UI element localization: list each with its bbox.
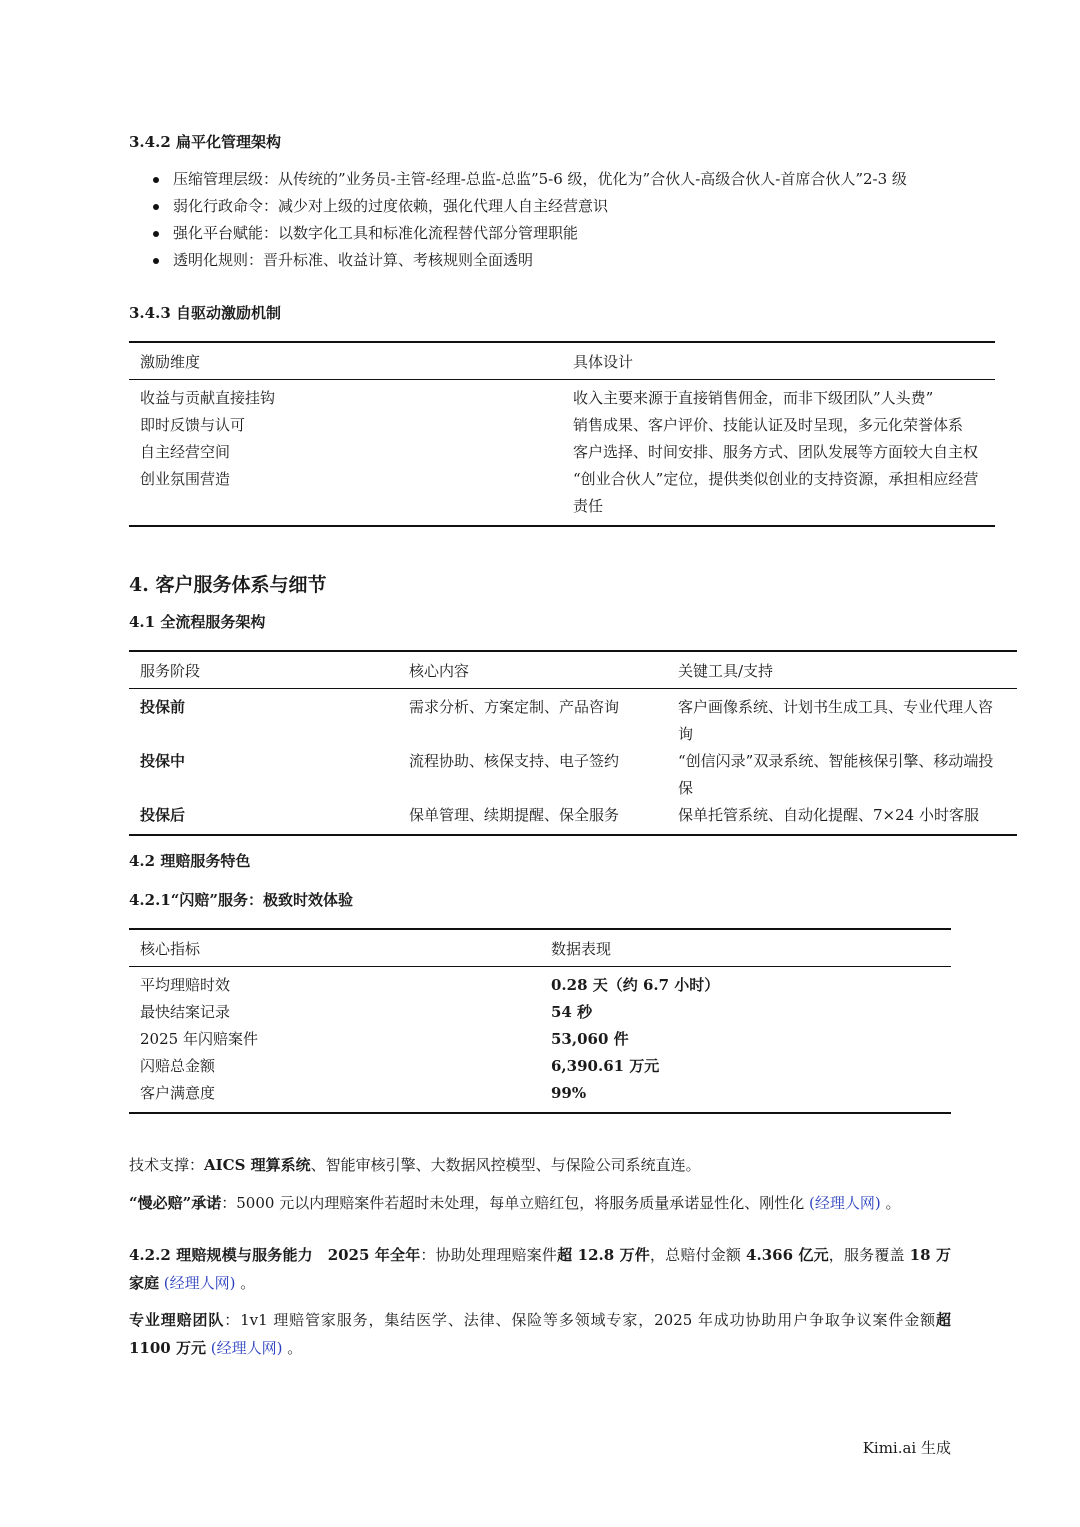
service-architecture-table	[129, 650, 1017, 836]
table-header-row	[129, 342, 995, 380]
table-cell: “创业合伙人”定位，提供类似创业的支持资源，承担相应经营责任	[562, 466, 995, 526]
list-item: 强化平台赋能：以数字化工具和标准化流程替代部分管理职能	[150, 220, 907, 247]
incentive-table	[129, 341, 995, 527]
table-cell: 53,060 件	[551, 1030, 629, 1048]
source-link[interactable]: (经理人网)	[210, 1339, 283, 1357]
table-row	[129, 1026, 951, 1053]
table-row	[129, 689, 1017, 749]
claims-team-paragraph: 专业理赔团队：1v1 理赔管家服务，集结医学、法律、保险等多领域专家，2025 年成功协助用户争取争议案件金额超 1100 万元 (经理人网) 。	[129, 1311, 951, 1357]
table-header: 具体设计	[562, 342, 995, 380]
table-row	[129, 967, 951, 1000]
section-3-4-2-title: 3.4.2 扁平化管理架构	[129, 133, 281, 151]
footer-credit: Kimi.ai 生成	[862, 1439, 951, 1457]
table-cell: “创信闪录”双录系统、智能核保引擎、移动端投保	[678, 752, 994, 797]
table-cell: 平均理赔时效	[140, 976, 231, 994]
table-cell: 创业氛围营造	[129, 466, 562, 526]
table-row	[129, 412, 995, 439]
table-cell: 6,390.61 万元	[551, 1057, 660, 1075]
list-item: 透明化规则：晋升标准、收益计算、考核规则全面透明	[150, 247, 907, 274]
section-4-2-1-title: 4.2.1“闪赔”服务：极致时效体验	[129, 891, 354, 909]
table-cell: 收益与贡献直接挂钩	[140, 389, 276, 407]
section-4-1-title: 4.1 全流程服务架构	[129, 613, 266, 631]
flash-claim-table	[129, 928, 951, 1114]
claims-scale-paragraph: 4.2.2 理赔规模与服务能力 2025 年全年：协助处理理赔案件超 12.8 万件，总赔付金额 4.366 亿元，服务覆盖 18 万家庭 (经理人网) 。	[129, 1246, 951, 1292]
table-cell: 客户满意度	[129, 1080, 540, 1113]
table-row	[129, 748, 1017, 802]
flat-management-list	[150, 166, 907, 274]
section-4-title: 4. 客户服务体系与细节	[129, 574, 327, 596]
table-cell: 投保中	[140, 752, 186, 770]
tech-support-paragraph: 技术支撑：AICS 理算系统、智能审核引擎、大数据风控模型、与保险公司系统直连。	[129, 1156, 701, 1174]
table-header: 数据表现	[540, 929, 951, 967]
table-row	[129, 1080, 951, 1113]
table-cell: 0.28 天（约 6.7 小时）	[551, 976, 720, 994]
table-cell: 销售成果、客户评价、技能认证及时呈现，多元化荣誉体系	[573, 416, 964, 434]
section-4-2-2-title: 4.2.2 理赔规模与服务能力	[129, 1246, 313, 1264]
table-cell: 需求分析、方案定制、产品咨询	[409, 698, 620, 716]
table-cell: 最快结案记录	[140, 1003, 231, 1021]
list-item: 弱化行政命令：减少对上级的过度依赖，强化代理人自主经营意识	[150, 193, 907, 220]
table-header: 核心指标	[129, 929, 540, 967]
table-header: 激励维度	[129, 342, 562, 380]
source-link[interactable]: (经理人网)	[163, 1274, 236, 1292]
section-3-4-3-title: 3.4.3 自驱动激励机制	[129, 304, 281, 322]
table-cell: 投保后	[129, 802, 398, 835]
section-4-2-title: 4.2 理赔服务特色	[129, 852, 251, 870]
table-cell: 闪赔总金额	[140, 1057, 216, 1075]
table-cell: 54 秒	[551, 1003, 593, 1021]
table-cell: 客户选择、时间安排、服务方式、团队发展等方面较大自主权	[573, 443, 979, 461]
table-row	[129, 1053, 951, 1080]
table-cell: 收入主要来源于直接销售佣金，而非下级团队”人头费”	[573, 389, 934, 407]
table-header-row	[129, 929, 951, 967]
table-cell: 保单托管系统、自动化提醒、7×24 小时客服	[667, 802, 1017, 835]
table-header: 服务阶段	[129, 651, 398, 689]
table-cell: 客户画像系统、计划书生成工具、专业代理人咨询	[678, 698, 994, 743]
table-cell: 2025 年闪赔案件	[140, 1030, 258, 1048]
table-cell: 即时反馈与认可	[140, 416, 246, 434]
table-cell: 保单管理、续期提醒、保全服务	[398, 802, 667, 835]
table-header: 核心内容	[398, 651, 667, 689]
table-header: 关键工具/支持	[667, 651, 1017, 689]
table-row	[129, 380, 995, 413]
table-header-row	[129, 651, 1017, 689]
table-row	[129, 802, 1017, 835]
table-row	[129, 999, 951, 1026]
table-cell: 99%	[540, 1080, 951, 1113]
table-row	[129, 466, 995, 526]
source-link[interactable]: (经理人网)	[809, 1194, 881, 1212]
table-row	[129, 439, 995, 466]
list-item: 压缩管理层级：从传统的”业务员-主管-经理-总监-总监”5-6 级，优化为”合伙人-高级合伙人-首席合伙人”2-3 级	[150, 166, 907, 193]
table-cell: 投保前	[140, 698, 186, 716]
table-cell: 自主经营空间	[140, 443, 231, 461]
slow-pay-paragraph: “慢必赔”承诺：5000 元以内理赔案件若超时未处理，每单立赔红包，将服务质量承诺显性化、刚性化 (经理人网) 。	[129, 1194, 901, 1212]
table-cell: 流程协助、核保支持、电子签约	[409, 752, 620, 770]
